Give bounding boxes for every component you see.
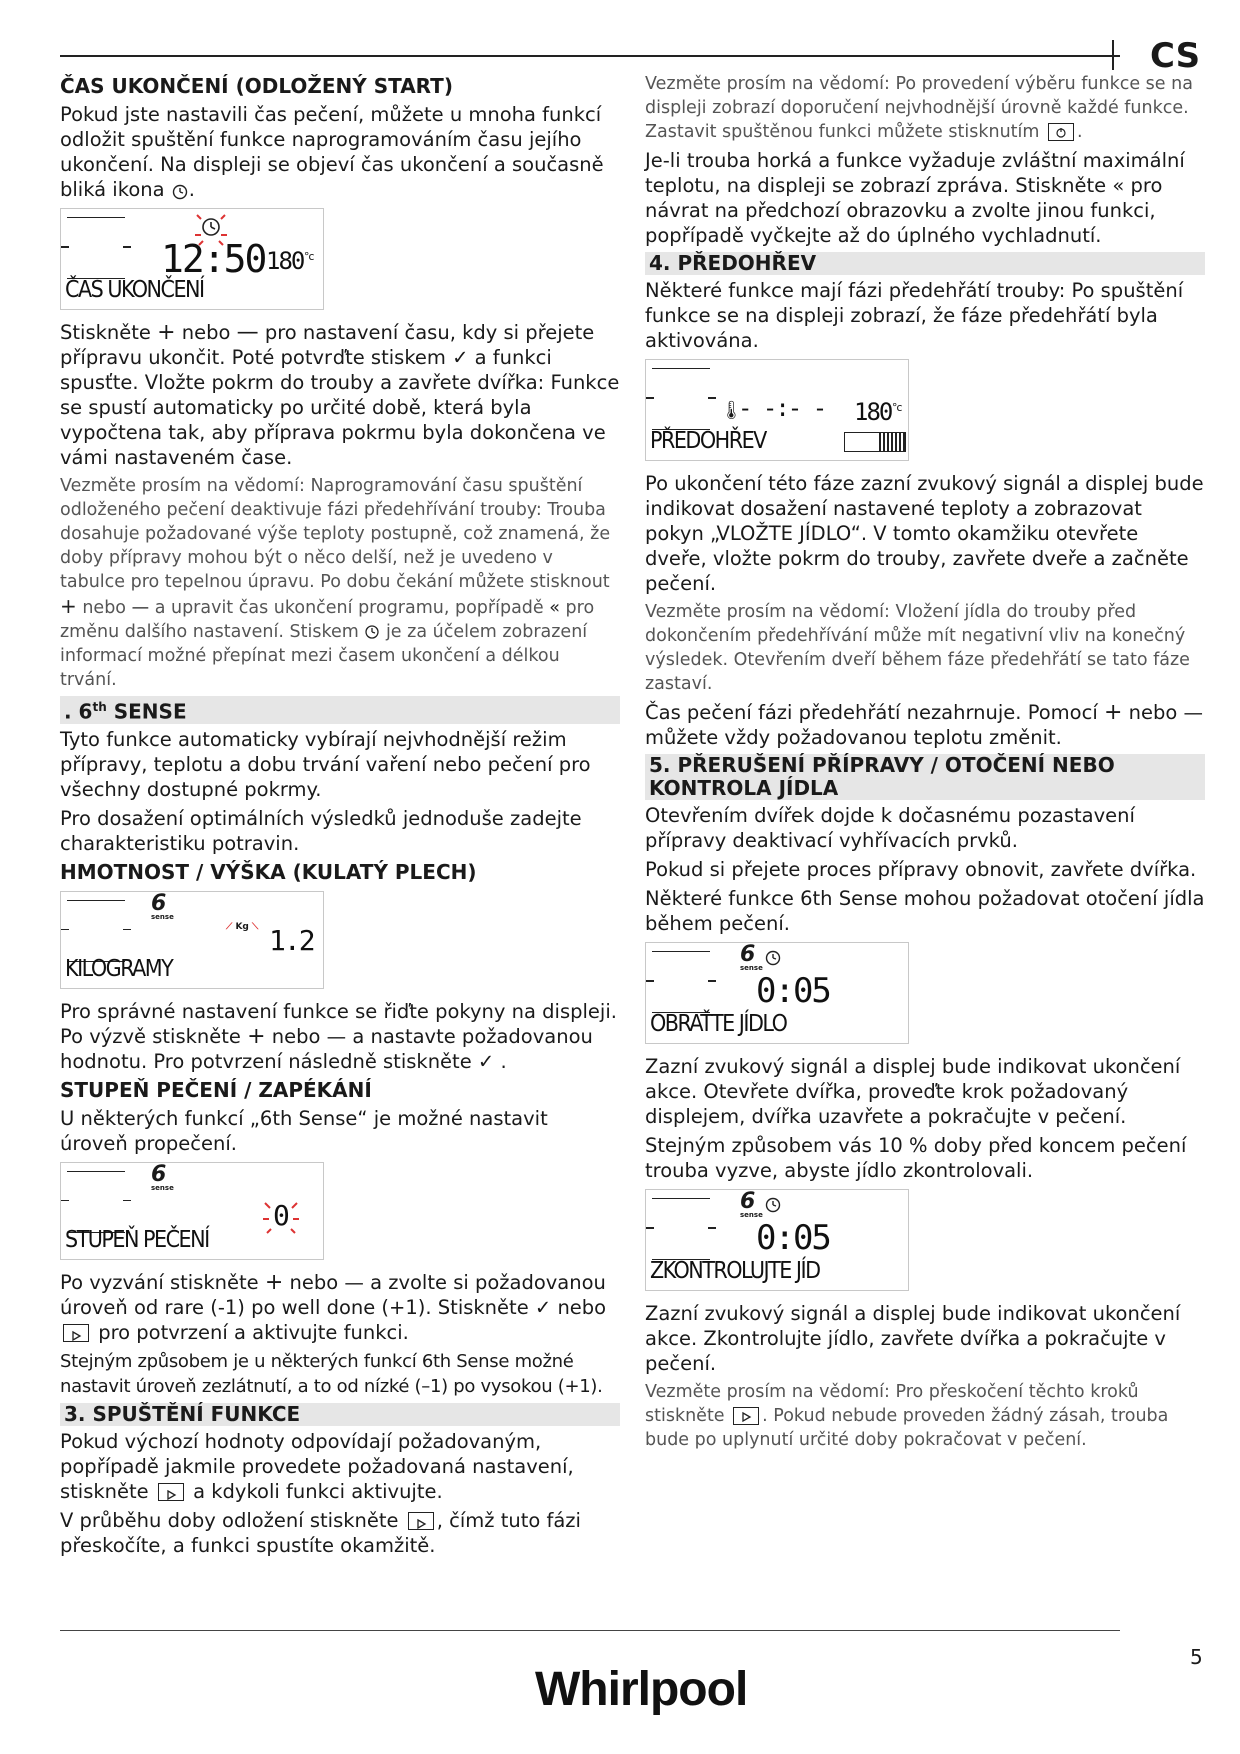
page-number: 5 [1190,1645,1203,1669]
display-label: KILOGRAMY [65,955,173,982]
display-end-time [60,208,324,310]
display-kilograms [60,891,324,989]
clock-icon [171,182,189,200]
display-label: OBRAŤTE JÍDLO [650,1011,787,1037]
display-frame-icon [652,951,710,1013]
minus-icon: — [1183,701,1203,724]
section-heading-end-time: ČAS UKONČENÍ (ODLOŽENÝ START) [60,74,453,98]
clock-icon [364,624,380,640]
header-tick [1112,40,1114,70]
paragraph: Je-li trouba horká a funkce vyžaduje zvláštní maximální teplotu, na displeji se zobrazí zpráva. Stiskněte « pro návrat na předchozí obrazovku a zvolte jinou funkci, popřípadě vyčkejte až do úplného vychladnutí. [645,149,1185,247]
play-icon [408,1512,434,1530]
paragraph: Stejným způsobem je u některých funkcí 6th Sense možné nastavit úroveň zezlátnutí, a to od nízké (–1) po vysokou (+1). [60,1350,603,1397]
display-value: 0 [273,1198,288,1232]
display-check-food [645,1189,909,1291]
paragraph: Pokud jste nastavili čas pečení, můžete u mnoha funkcí odložit spuštění funkce naprogramováním času jejího ukončení. Na displeji se objeví čas ukončení a současně bliká ikona . [60,103,604,201]
kg-blink-icon: ⟋ Kg ⟍ [226,921,259,932]
whirlpool-logo: Whirlpool [535,1663,748,1716]
back-icon: « [1112,174,1125,197]
stop-icon [1048,123,1074,141]
plus-icon: + [1103,700,1123,725]
paragraph: Otevřením dvířek dojde k dočasnému pozastavení přípravy deaktivací vyhřívacích prvků. [645,804,1135,852]
display-label: ZKONTROLUJTE JÍD [650,1258,820,1284]
note: Vezměte prosím na vědomí: Po provedení výběru funkce se na displeji zobrazí doporučení nejvhodnější úrovně každé funkce. Zastavit spuštěnou funkci můžete stisknutím . [645,74,1193,142]
display-label: PŘEDOHŘEV [650,428,766,454]
display-time: 0:05 [756,1218,830,1258]
display-frame-icon [67,217,125,279]
section-heading-6th-sense: . 6th SENSE [60,696,620,724]
paragraph: Některé funkce mají fázi předehřátí trouby: Po spuštění funkce se na displeji zobrazí, že fáze předehřátí byla aktivována. [645,279,1184,352]
display-frame-icon [652,368,710,430]
thermometer-icon: 🌡 [720,400,743,421]
back-icon: « [549,598,560,618]
display-preheat [645,359,909,461]
section-heading-start: 3. SPUŠTĚNÍ FUNKCE [60,1403,620,1426]
paragraph: V průběhu doby odložení stiskněte , čímž tuto fázi přeskočíte, a funkci spustíte okamžitě. [60,1508,581,1557]
sense-icon: 6 sense [740,1189,763,1219]
paragraph: Zazní zvukový signál a displej bude indikovat ukončení akce. Otevřete dvířka, proveďte krok požadovaný displejem, dvířka uzavřete a pokračujte v pečení. [645,1055,1181,1128]
check-icon: ✓ [534,1295,552,1319]
display-frame-icon [652,1198,710,1260]
minus-icon: — [131,598,150,618]
note: Vezměte prosím na vědomí: Naprogramování času spuštění odloženého pečení deaktivuje fázi předehřívání trouby: Trouba dosahuje požadované výše teploty postupně, což znamená, že doby přípravy mohou být o něco delší, než je uvedeno v tabulce pro tepelnou úpravu. Po dobu čekání můžete stisknout + nebo — a upravit čas ukončení programu, popřípadě « pro změnu dalšího nastavení. Stiskem je za účelem zobrazení informací možné přepínat mezi časem ukončení a délkou trvání. [60,476,611,690]
header-rule [60,55,1120,57]
sense-icon: 6 sense [151,890,174,921]
display-frame-icon [67,1171,125,1233]
check-icon: ✓ [452,346,469,369]
preheat-progress-bar [844,432,906,452]
minus-icon: — [344,1270,364,1294]
plus-icon: + [247,1023,266,1049]
clock-icon [764,1196,782,1214]
display-label: ČAS UKONČENÍ [65,277,204,303]
display-time: - -:- - [738,394,826,422]
paragraph: Pro správné nastavení funkce se řiďte pokyny na displeji. Po výzvě stiskněte + nebo — a nastavte požadovanou hodnotu. Pro potvrzení následně stiskněte ✓ . [60,999,617,1073]
language-code: CS [1150,36,1201,76]
paragraph: Pokud výchozí hodnoty odpovídají požadovaným, popřípadě jakmile provedete požadovaná nastavení, stiskněte a kdykoli funkci aktivujte. [60,1429,574,1503]
section-heading-interrupt: 5. PŘERUŠENÍ PŘÍPRAVY / OTOČENÍ NEBO KONTROLA JÍDLA [645,754,1205,800]
note: Vezměte prosím na vědomí: Pro přeskočení těchto kroků stiskněte . Pokud nebude proveden žádný zásah, trouba bude po uplynutí určité doby pokračovat v pečení. [645,1382,1169,1450]
display-temperature: $180^{^\circ c}$ [266,247,313,275]
display-time: 12:50 [161,237,266,281]
paragraph: Tyto funkce automaticky vybírají nejvhodnější režim přípravy, teplotu a dobu trvání vaření nebo pečení pro všechny dostupné pokrmy. [60,727,591,801]
sense-icon: 6 sense [740,942,763,972]
plus-icon: + [60,594,77,618]
check-icon: ✓ [477,1049,495,1073]
sense-icon: 6 sense [151,1161,174,1192]
plus-icon: + [157,320,176,345]
paragraph: Po ukončení této fáze zazní zvukový signál a displej bude indikovat dosažení nastavené teploty a zobrazovat pokyn „VLOŽTE JÍDLO“. V tomto okamžiku otevřete dveře, vložte pokrm do trouby, zavřete dveře a začněte pečení. [645,472,1204,595]
paragraph: Pro dosažení optimálních výsledků jednoduše zadejte charakteristiku potravin. [60,806,582,855]
minus-icon: — [236,320,259,345]
paragraph: Po vyzvání stiskněte + nebo — a zvolte si požadovanou úroveň od rare (-1) po well done (+1). Stiskněte ✓ nebo pro potvrzení a aktivujte funkci. [60,1269,607,1344]
display-label: STUPEŇ PEČENÍ [65,1226,209,1253]
paragraph: Čas pečení fázi předehřátí nezahrnuje. Pomocí + nebo — můžete vždy požadovanou teplotu změnit. [645,700,1203,749]
display-turn-food [645,942,909,1044]
display-value: 1.2 [269,923,314,957]
display-temperature: $180^{^\circ c}$ [854,398,901,426]
subheading-doneness: STUPEŇ PEČENÍ / ZAPÉKÁNÍ [60,1077,372,1102]
play-icon [63,1324,89,1342]
display-time: 0:05 [756,971,830,1011]
paragraph: U některých funkcí „6th Sense“ je možné nastavit úroveň propečení. [60,1106,548,1155]
right-column [645,72,1205,1456]
paragraph: Pokud si přejete proces přípravy obnovit, zavřete dvířka. [645,858,1197,881]
display-doneness [60,1162,324,1260]
note: Vezměte prosím na vědomí: Vložení jídla do trouby před dokončením předehřívání může mít negativní vliv na konečný výsledek. Otevřením dveří během fáze předehřátí se tato fáze zastaví. [645,602,1190,694]
footer-rule [60,1630,1120,1631]
paragraph: Stiskněte + nebo — pro nastavení času, kdy si přejete přípravu ukončit. Poté potvrďte stiskem ✓ a funkci spusťte. Vložte pokrm do trouby a zavřete dvířka: Funkce se spustí automaticky po určité době, která byla vypočtena tak, aby příprava pokrmu byla dokončena ve vámi nastaveném čase. [60,320,620,469]
section-heading-preheat: 4. PŘEDOHŘEV [645,252,1205,275]
clock-icon [764,949,782,967]
plus-icon: + [264,1269,284,1295]
minus-icon: — [326,1024,347,1048]
left-column [60,74,620,1562]
paragraph: Zazní zvukový signál a displej bude indikovat ukončení akce. Zkontrolujte jídlo, zavřete dvířka a pokračujte v pečení. [645,1302,1181,1375]
subheading-weight: HMOTNOST / VÝŠKA (KULATÝ PLECH) [60,859,477,884]
play-icon [733,1407,759,1425]
play-icon [158,1483,184,1501]
display-frame-icon [67,900,125,962]
paragraph: Stejným způsobem vás 10 % doby před koncem pečení trouba vyzve, abyste jídlo zkontrolovali. [645,1134,1187,1182]
paragraph: Některé funkce 6th Sense mohou požadovat otočení jídla během pečení. [645,887,1205,935]
